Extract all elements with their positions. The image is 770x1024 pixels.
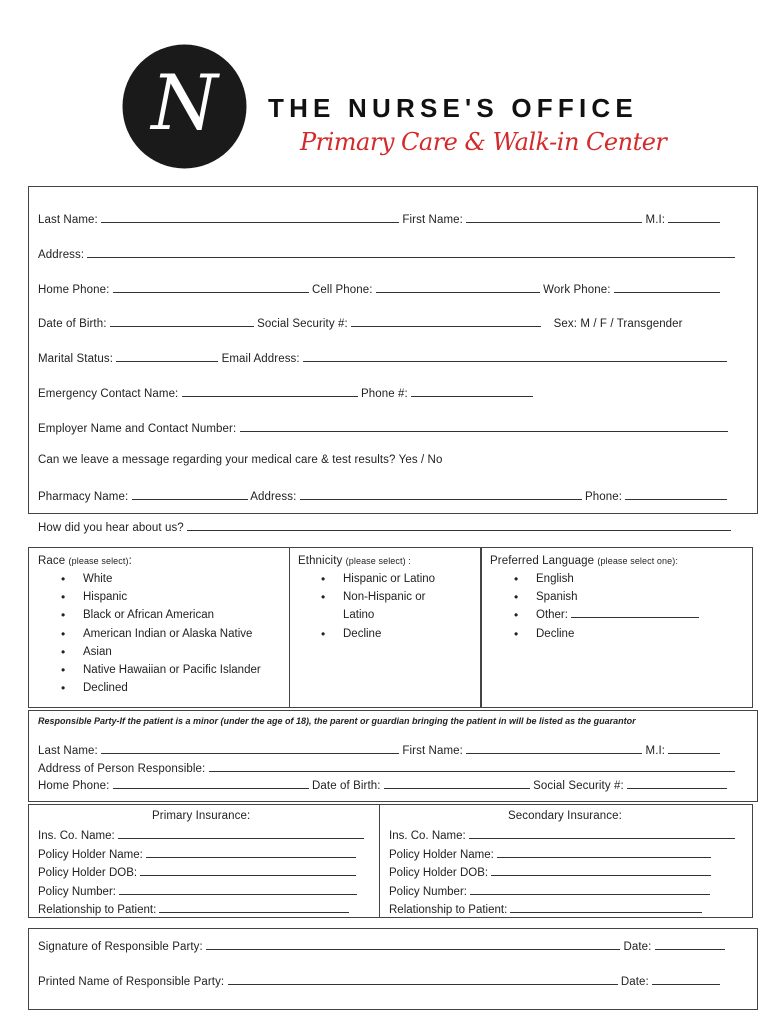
emergency-name-field[interactable]: [182, 385, 358, 397]
other-language-field[interactable]: [571, 606, 699, 618]
row-name: Last Name: First Name: M.I:: [38, 211, 720, 226]
secondary-insurance-fields: Ins. Co. Name: Policy Holder Name: Policy Holder DOB: Policy Number: Relationship to Patient:: [389, 827, 735, 920]
race-title: Race (please select):: [38, 555, 132, 567]
primary-relationship-field[interactable]: [159, 901, 349, 913]
logo: [122, 44, 247, 169]
sex-options[interactable]: Sex: M / F / Transgender: [553, 318, 683, 330]
primary-policy-number-field[interactable]: [119, 883, 357, 895]
resp-home-phone-field[interactable]: [113, 777, 309, 789]
responsible-note: Responsible Party-If the patient is a minor (under the age of 18), the parent or guardian bringing the patient in will be listed as the guarantor: [38, 716, 636, 726]
primary-ins-name-field[interactable]: [118, 827, 364, 839]
primary-holder-dob-field[interactable]: [140, 864, 356, 876]
dob-field[interactable]: [110, 315, 254, 327]
race-option[interactable]: • American Indian or Alaska Native: [83, 625, 261, 643]
last-name-field[interactable]: [101, 211, 399, 223]
secondary-policy-number-field[interactable]: [470, 883, 710, 895]
cell-phone-field[interactable]: [376, 281, 540, 293]
email-field[interactable]: [303, 350, 727, 362]
work-phone-field[interactable]: [614, 281, 720, 293]
resp-ssn-field[interactable]: [627, 777, 727, 789]
home-phone-field[interactable]: [113, 281, 309, 293]
signature-row: Signature of Responsible Party: Date:: [38, 938, 725, 953]
row-hear-about: How did you hear about us?: [38, 519, 731, 534]
printed-name-row: Printed Name of Responsible Party: Date:: [38, 973, 720, 988]
ethnicity-title: Ethnicity (please select) :: [298, 555, 411, 567]
language-title: Preferred Language (please select one):: [490, 555, 678, 567]
race-option[interactable]: • Hispanic: [83, 588, 261, 606]
printed-date-field[interactable]: [652, 973, 720, 985]
resp-dob-field[interactable]: [384, 777, 530, 789]
row-employer: Employer Name and Contact Number:: [38, 420, 728, 435]
marital-field[interactable]: [116, 350, 218, 362]
resp-address-field[interactable]: [209, 760, 735, 772]
row-pharmacy: Pharmacy Name: Address: Phone:: [38, 488, 727, 503]
emergency-phone-field[interactable]: [411, 385, 533, 397]
race-option[interactable]: • Black or African American: [83, 606, 261, 624]
row-marital: Marital Status: Email Address:: [38, 350, 727, 365]
primary-holder-name-field[interactable]: [146, 846, 356, 858]
secondary-holder-dob-field[interactable]: [491, 864, 711, 876]
ethnicity-option[interactable]: • Hispanic or Latino: [343, 570, 463, 588]
printed-name-field[interactable]: [228, 973, 618, 985]
resp-row-address: Address of Person Responsible:: [38, 760, 735, 775]
pharmacy-name-field[interactable]: [132, 488, 248, 500]
primary-insurance-title: Primary Insurance:: [152, 810, 251, 822]
language-option[interactable]: • English: [536, 570, 699, 588]
secondary-relationship-field[interactable]: [510, 901, 702, 913]
first-name-field[interactable]: [466, 211, 642, 223]
secondary-insurance-title: Secondary Insurance:: [508, 810, 622, 822]
employer-field[interactable]: [240, 420, 728, 432]
logo-letter: N: [151, 58, 218, 147]
row-message: [38, 454, 442, 466]
ethnicity-option[interactable]: • Non-Hispanic or Latino: [343, 588, 443, 624]
language-list: [536, 570, 699, 643]
row-emergency: Emergency Contact Name: Phone #:: [38, 385, 533, 400]
pharmacy-address-field[interactable]: [300, 488, 582, 500]
ssn-field[interactable]: [351, 315, 541, 327]
language-option[interactable]: • Other:: [536, 606, 699, 624]
language-option[interactable]: • Spanish: [536, 588, 699, 606]
resp-first-name-field[interactable]: [466, 742, 642, 754]
ethnicity-option[interactable]: • Decline: [343, 625, 463, 643]
address-field[interactable]: [87, 246, 735, 258]
hear-about-field[interactable]: [187, 519, 731, 531]
race-list: [83, 570, 261, 697]
race-option[interactable]: • Asian: [83, 643, 261, 661]
resp-last-name-field[interactable]: [101, 742, 399, 754]
mi-field[interactable]: [668, 211, 720, 223]
signature-field[interactable]: [206, 938, 620, 950]
race-option[interactable]: • White: [83, 570, 261, 588]
pharmacy-phone-field[interactable]: [625, 488, 727, 500]
race-option[interactable]: • Native Hawaiian or Pacific Islander: [83, 661, 261, 679]
resp-row-name: Last Name: First Name: M.I:: [38, 742, 720, 757]
language-option[interactable]: • Decline: [536, 625, 699, 643]
clinic-name: THE NURSE'S OFFICE: [268, 93, 638, 123]
resp-row-phone: Home Phone: Date of Birth: Social Security #:: [38, 777, 727, 792]
resp-mi-field[interactable]: [668, 742, 720, 754]
message-question[interactable]: Can we leave a message regarding your medical care & test results? Yes / No: [38, 454, 443, 466]
secondary-ins-name-field[interactable]: [469, 827, 735, 839]
signature-date-field[interactable]: [655, 938, 725, 950]
ethnicity-list: [343, 570, 463, 643]
row-phones: Home Phone: Cell Phone: Work Phone:: [38, 281, 720, 296]
race-option[interactable]: • Declined: [83, 679, 261, 697]
secondary-holder-name-field[interactable]: [497, 846, 711, 858]
primary-insurance-fields: Ins. Co. Name: Policy Holder Name: Policy Holder DOB: Policy Number: Relationship to Patient:: [38, 827, 364, 920]
clinic-tagline: Primary Care & Walk-in Center: [300, 128, 667, 156]
row-dob: Date of Birth: Social Security #: Sex: M / F / Transgender: [38, 315, 683, 330]
row-address: Address:: [38, 246, 735, 261]
